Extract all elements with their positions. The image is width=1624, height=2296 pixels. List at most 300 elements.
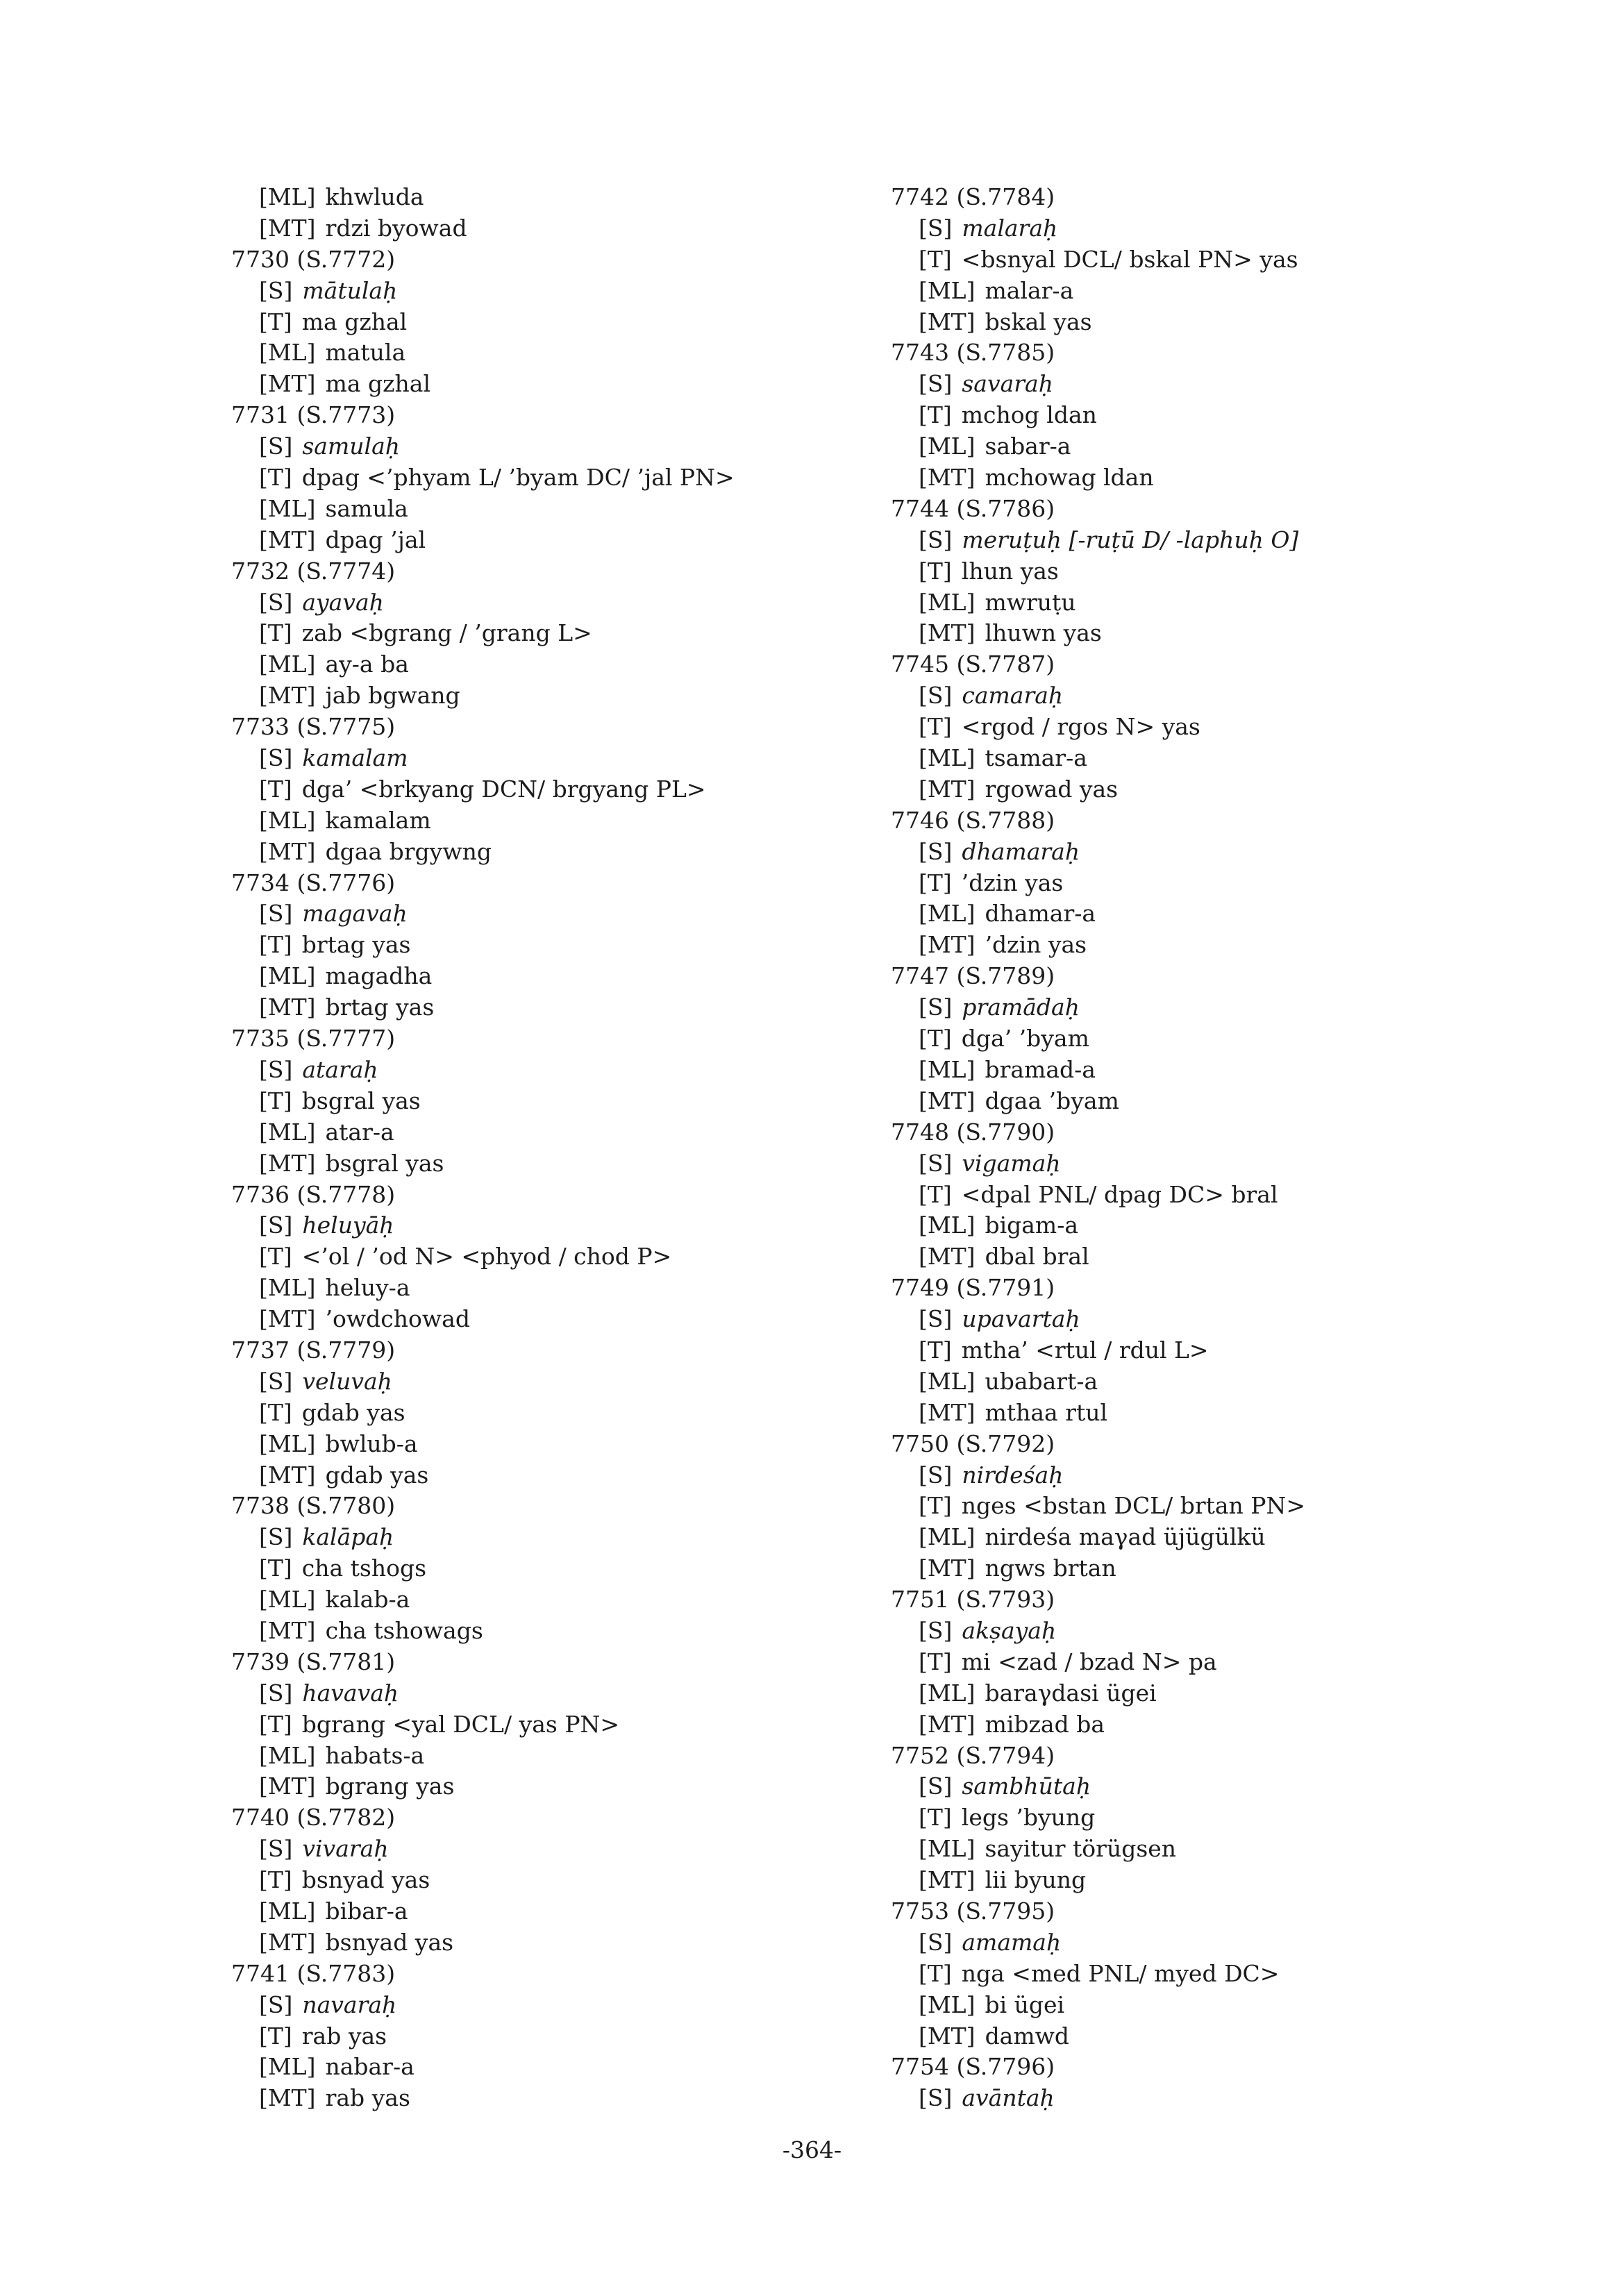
field-tag: [MT] [259, 1305, 316, 1333]
field-tag: [ML] [259, 2053, 316, 2081]
entry-field [891, 1023, 1305, 1055]
entry-field [231, 1927, 735, 1959]
entry-field [231, 992, 735, 1023]
field-tag: [S] [259, 1679, 293, 1707]
field-value: pramādaḥ [962, 994, 1080, 1021]
entry-field [891, 992, 1305, 1023]
field-value: bibar-a [325, 1897, 408, 1925]
field-tag: [T] [919, 1492, 952, 1520]
field-tag: [T] [919, 1180, 952, 1208]
field-value: bskal yas [985, 308, 1092, 335]
field-value: heluyāḥ [302, 1212, 394, 1239]
entry-number: 7753 (S.7795) [891, 1897, 1055, 1925]
field-value: havavaḥ [302, 1679, 399, 1707]
field-value: dhamar-a [985, 900, 1096, 928]
field-tag: [MT] [919, 1866, 976, 1894]
entry-field [891, 618, 1305, 649]
entry-field [891, 680, 1305, 712]
entry-number: 7741 (S.7783) [231, 1959, 396, 1987]
field-tag: [S] [919, 1773, 953, 1800]
field-value: ayavaḥ [302, 588, 384, 616]
entry-field [231, 837, 735, 868]
entry-field [231, 805, 735, 837]
entry-field [891, 743, 1305, 774]
page-number: -364- [782, 2136, 842, 2163]
entry-field [231, 462, 735, 494]
entry-field [891, 1335, 1305, 1366]
entry-field [891, 587, 1305, 619]
left-column [231, 182, 735, 2114]
field-value: bwlub-a [325, 1430, 418, 1457]
field-tag: [T] [259, 1243, 292, 1271]
field-tag: [T] [259, 931, 292, 959]
field-tag: [S] [259, 1055, 293, 1083]
field-tag: [ML] [919, 1679, 976, 1707]
entry-field [891, 1086, 1305, 1117]
field-tag: [S] [919, 1461, 953, 1489]
field-value: rab yas [325, 2084, 410, 2112]
entry-field [231, 1148, 735, 1180]
entry-field [231, 898, 735, 930]
field-value: samula [325, 494, 408, 522]
field-value: zab <bgrang / ’grang L> [301, 619, 592, 647]
field-tag: [T] [259, 775, 292, 803]
field-tag: [T] [919, 1025, 952, 1053]
entry-field [891, 462, 1305, 494]
field-tag: [ML] [259, 962, 316, 990]
field-value: mibzad ba [985, 1710, 1105, 1738]
field-value: habats-a [325, 1741, 425, 1769]
field-tag: [T] [259, 308, 292, 335]
field-value: dga’ <brkyang DCN/ brgyang PL> [301, 775, 706, 803]
entry-field [891, 1210, 1305, 1241]
field-tag: [MT] [259, 526, 316, 553]
field-tag: [S] [919, 1616, 953, 1644]
field-tag: [ML] [919, 276, 976, 304]
entry-field [231, 1304, 735, 1335]
field-value: nirdeśaḥ [962, 1461, 1064, 1489]
field-tag: [T] [919, 1804, 952, 1832]
entry-field [231, 1990, 735, 2021]
field-tag: [ML] [919, 1212, 976, 1239]
entry-field [231, 1241, 735, 1273]
entry-number: 7751 (S.7793) [891, 1586, 1055, 1614]
field-value: ’dzin yas [985, 931, 1087, 959]
field-tag: [ML] [919, 588, 976, 616]
field-value: vigamaḥ [962, 1149, 1061, 1177]
field-tag: [ML] [259, 1897, 316, 1925]
field-value: bsgral yas [325, 1149, 444, 1177]
field-tag: [S] [919, 2084, 953, 2112]
field-value: cha tshowags [325, 1616, 483, 1644]
field-value: <dpal PNL/ dpag DC> bral [961, 1180, 1278, 1208]
field-value: dga’ ’byam [961, 1025, 1089, 1053]
entry-field [891, 1366, 1305, 1398]
entry-field [231, 213, 735, 244]
field-tag: [MT] [919, 931, 976, 959]
field-value: veluvaḥ [302, 1367, 392, 1395]
entry-field [891, 1709, 1305, 1741]
entry-number: 7743 (S.7785) [891, 339, 1055, 367]
field-value: dbal bral [985, 1243, 1089, 1271]
field-tag: [S] [919, 1305, 953, 1333]
field-tag: [S] [259, 433, 293, 460]
field-tag: [T] [259, 2022, 292, 2050]
field-tag: [T] [919, 557, 952, 585]
field-value: bgrang yas [325, 1773, 455, 1800]
field-tag: [S] [919, 1149, 953, 1177]
entry-number: 7736 (S.7778) [231, 1180, 396, 1208]
field-tag: [MT] [919, 1555, 976, 1582]
entry-field [891, 868, 1305, 899]
entry-field [231, 1522, 735, 1553]
entry-field [891, 1180, 1305, 1211]
entry-field [231, 649, 735, 680]
field-tag: [S] [259, 276, 293, 304]
entry-field [891, 1865, 1305, 1896]
entry-field [231, 618, 735, 649]
field-tag: [MT] [259, 2084, 316, 2112]
field-tag: [MT] [919, 2022, 976, 2050]
entry-number: 7740 (S.7782) [231, 1804, 396, 1832]
field-tag: [S] [919, 837, 953, 865]
field-value: ma gzhal [301, 308, 408, 335]
entry-number: 7737 (S.7779) [231, 1336, 396, 1364]
field-tag: [T] [919, 1336, 952, 1364]
field-value: lii byung [985, 1866, 1087, 1894]
entry-field [891, 1241, 1305, 1273]
entry-field [231, 680, 735, 712]
field-value: kamalam [325, 806, 431, 834]
entry-number: 7749 (S.7791) [891, 1274, 1055, 1302]
field-value: ay-a ba [325, 651, 409, 678]
entry-field [891, 1553, 1305, 1584]
entry-field [891, 2021, 1305, 2052]
field-tag: [S] [259, 1367, 293, 1395]
entry-field [891, 1927, 1305, 1959]
field-tag: [T] [259, 1087, 292, 1114]
entry-field [891, 1522, 1305, 1553]
field-value: upavartaḥ [962, 1305, 1080, 1333]
entry-field [891, 1771, 1305, 1802]
field-value: magadha [325, 962, 433, 990]
field-tag: [MT] [259, 1149, 316, 1177]
field-tag: [S] [919, 526, 953, 553]
field-value: kalāpaḥ [302, 1523, 394, 1551]
field-tag: [MT] [259, 994, 316, 1021]
field-tag: [ML] [259, 806, 316, 834]
entry-number: 7735 (S.7777) [231, 1025, 396, 1053]
field-tag: [ML] [259, 339, 316, 367]
entry-field [231, 1117, 735, 1148]
field-tag: [T] [259, 1866, 292, 1894]
entry-field [231, 431, 735, 462]
field-value: ma gzhal [325, 370, 431, 398]
field-value: gdab yas [325, 1461, 429, 1489]
field-tag: [MT] [919, 1243, 976, 1271]
entry-number: 7738 (S.7780) [231, 1492, 396, 1520]
entry-field [891, 774, 1305, 805]
field-value: amamaḥ [962, 1928, 1062, 1956]
entry-field [231, 1366, 735, 1398]
field-tag: [ML] [919, 1367, 976, 1395]
field-tag: [ML] [259, 1274, 316, 1302]
field-tag: [S] [259, 1523, 293, 1551]
entry-field [891, 837, 1305, 868]
entry-field [891, 525, 1305, 556]
entry-field [891, 1398, 1305, 1429]
field-tag: [S] [919, 994, 953, 1021]
field-tag: [MT] [259, 1928, 316, 1956]
entry-field [231, 2083, 735, 2114]
field-tag: [S] [259, 1835, 293, 1863]
field-value: gdab yas [301, 1398, 405, 1426]
field-tag: [ML] [259, 183, 316, 210]
entry-field [891, 369, 1305, 400]
field-tag: [MT] [259, 370, 316, 398]
field-value: bramad-a [985, 1055, 1096, 1083]
entry-number: 7730 (S.7772) [231, 245, 396, 273]
field-tag: [ML] [259, 1430, 316, 1457]
entry-field [891, 1616, 1305, 1647]
field-tag: [ML] [919, 1835, 976, 1863]
field-tag: [MT] [259, 837, 316, 865]
field-value: sambhūtaḥ [962, 1773, 1091, 1800]
entry-field [891, 898, 1305, 930]
entry-field [891, 1460, 1305, 1491]
field-value: heluy-a [325, 1274, 410, 1302]
entry-field [231, 1678, 735, 1709]
field-value: rdzi byowad [325, 214, 467, 242]
entry-field [231, 1865, 735, 1896]
entry-field [231, 1398, 735, 1429]
field-value: magavaḥ [302, 900, 408, 928]
entry-field [231, 961, 735, 992]
entry-field [891, 930, 1305, 961]
field-tag: [ML] [259, 494, 316, 522]
field-value: ’owdchowad [325, 1305, 470, 1333]
field-tag: [T] [919, 713, 952, 741]
field-tag: [MT] [919, 1710, 976, 1738]
field-value: rgowad yas [985, 775, 1119, 803]
entry-field [231, 1273, 735, 1304]
entry-number: 7744 (S.7786) [891, 494, 1055, 522]
entry-field [231, 2052, 735, 2083]
field-tag: [ML] [259, 1118, 316, 1146]
field-value: dhamaraḥ [962, 837, 1080, 865]
field-value: bsgral yas [301, 1087, 421, 1114]
field-value: tsamar-a [985, 744, 1087, 772]
field-value: ubabart-a [985, 1367, 1098, 1395]
field-tag: [MT] [259, 682, 316, 710]
entry-field [231, 743, 735, 774]
entry-field [891, 1304, 1305, 1335]
field-tag: [MT] [259, 1461, 316, 1489]
field-value: mwruṭu [985, 588, 1076, 616]
entry-number: 7746 (S.7788) [891, 806, 1055, 834]
field-tag: [S] [919, 370, 953, 398]
entry-field [231, 1771, 735, 1802]
field-value: akṣayaḥ [962, 1616, 1057, 1644]
entry-field [231, 337, 735, 369]
field-tag: [MT] [919, 308, 976, 335]
field-value: bsnyad yas [301, 1866, 430, 1894]
field-tag: [MT] [919, 1398, 976, 1426]
field-tag: [T] [259, 464, 292, 492]
entry-field [231, 1460, 735, 1491]
field-value: <rgod / rgos N> yas [961, 713, 1200, 741]
field-value: navaraḥ [302, 1991, 397, 2018]
field-value: kalab-a [325, 1586, 410, 1614]
entry-field [891, 1959, 1305, 1990]
field-tag: [ML] [919, 1055, 976, 1083]
entry-field [891, 1802, 1305, 1834]
entry-field [231, 1210, 735, 1241]
field-tag: [ML] [919, 433, 976, 460]
field-value: camaraḥ [962, 682, 1064, 710]
field-value: bsnyad yas [325, 1928, 454, 1956]
field-value: khwluda [325, 183, 424, 210]
field-value: jab bgwang [325, 682, 460, 710]
field-tag: [MT] [919, 464, 976, 492]
entry-field [231, 1834, 735, 1865]
entry-number: 7747 (S.7789) [891, 962, 1055, 990]
field-value: brtag yas [325, 994, 435, 1021]
field-tag: [T] [259, 619, 292, 647]
entry-number: 7750 (S.7792) [891, 1430, 1055, 1457]
entry-number: 7745 (S.7787) [891, 651, 1055, 678]
entry-field [891, 1834, 1305, 1865]
field-value: lhuwn yas [985, 619, 1102, 647]
field-value: mchog ldan [961, 401, 1097, 429]
field-value: nabar-a [325, 2053, 415, 2081]
field-value: avāntaḥ [962, 2084, 1055, 2112]
field-value: ataraḥ [302, 1055, 378, 1083]
field-value: mtha’ <rtul / rdul L> [961, 1336, 1209, 1364]
field-tag: [T] [919, 1648, 952, 1675]
entry-number: 7742 (S.7784) [891, 183, 1055, 210]
field-value: mchowag ldan [985, 464, 1154, 492]
field-tag: [MT] [259, 214, 316, 242]
entry-field [891, 712, 1305, 743]
entry-field [231, 1709, 735, 1741]
entry-field [891, 2083, 1305, 2114]
entry-field [231, 587, 735, 619]
field-tag: [ML] [259, 1586, 316, 1614]
field-tag: [MT] [919, 775, 976, 803]
entry-field [891, 244, 1305, 276]
field-value: samulaḥ [302, 433, 400, 460]
field-tag: [S] [259, 588, 293, 616]
field-tag: [ML] [919, 1991, 976, 2018]
field-value: dpag <’phyam L/ ’byam DC/ ’jal PN> [301, 464, 735, 492]
field-tag: [S] [919, 214, 953, 242]
field-tag: [T] [259, 1555, 292, 1582]
field-value: cha tshogs [301, 1555, 427, 1582]
field-value: baraγdasi ügei [985, 1679, 1157, 1707]
entry-field [231, 2021, 735, 2052]
entry-field [231, 182, 735, 213]
entry-field [891, 400, 1305, 431]
entry-field [891, 1055, 1305, 1086]
field-value: <’ol / ’od N> <phyod / chod P> [301, 1243, 672, 1271]
field-value: nga <med PNL/ myed DC> [961, 1959, 1280, 1987]
field-value: malar-a [985, 276, 1074, 304]
field-tag: [T] [919, 869, 952, 896]
field-tag: [T] [259, 1398, 292, 1426]
entry-field [231, 307, 735, 338]
field-value: bgrang <yal DCL/ yas PN> [301, 1710, 620, 1738]
entry-number: 7748 (S.7790) [891, 1118, 1055, 1146]
entry-number: 7734 (S.7776) [231, 869, 396, 896]
entry-field [231, 774, 735, 805]
field-value: dgaa ’byam [985, 1087, 1119, 1114]
entry-field [891, 1148, 1305, 1180]
field-value: kamalam [302, 744, 408, 772]
field-value: legs ’byung [961, 1804, 1096, 1832]
entry-field [231, 1055, 735, 1086]
field-value: atar-a [325, 1118, 394, 1146]
field-tag: [S] [259, 1991, 293, 2018]
field-value: savaraḥ [962, 370, 1053, 398]
entry-field [231, 494, 735, 525]
entry-field [891, 213, 1305, 244]
field-tag: [T] [919, 1959, 952, 1987]
entry-field [891, 276, 1305, 307]
entry-field [891, 1647, 1305, 1678]
field-tag: [S] [919, 682, 953, 710]
entry-field [231, 1896, 735, 1927]
field-tag: [ML] [919, 744, 976, 772]
field-value: meruṭuḥ [-ruṭū D/ -laphuḥ O] [962, 526, 1299, 553]
field-value: <bsnyal DCL/ bskal PN> yas [961, 245, 1298, 273]
field-value: dpag ’jal [325, 526, 426, 553]
entry-number: 7732 (S.7774) [231, 557, 396, 585]
field-tag: [MT] [919, 619, 976, 647]
field-tag: [ML] [919, 1523, 976, 1551]
field-tag: [T] [919, 401, 952, 429]
entry-field [231, 1553, 735, 1584]
entry-field [231, 930, 735, 961]
field-tag: [MT] [259, 1616, 316, 1644]
field-value: bigam-a [985, 1212, 1079, 1239]
field-tag: [S] [259, 900, 293, 928]
field-value: damwd [985, 2022, 1070, 2050]
field-value: ngws brtan [985, 1555, 1116, 1582]
field-tag: [MT] [259, 1773, 316, 1800]
field-value: ’dzin yas [961, 869, 1064, 896]
field-value: vivaraḥ [302, 1835, 389, 1863]
entry-field [891, 307, 1305, 338]
entry-field [231, 1429, 735, 1460]
entry-field [891, 1990, 1305, 2021]
field-value: rab yas [301, 2022, 387, 2050]
entry-number: 7754 (S.7796) [891, 2053, 1055, 2081]
field-tag: [T] [919, 245, 952, 273]
field-tag: [S] [259, 744, 293, 772]
field-tag: [S] [919, 1928, 953, 1956]
field-value: malaraḥ [962, 214, 1058, 242]
entry-field [891, 1491, 1305, 1522]
entry-field [231, 369, 735, 400]
field-value: dgaa brgywng [325, 837, 492, 865]
entry-field [231, 1616, 735, 1647]
entry-field [231, 525, 735, 556]
field-tag: [MT] [919, 1087, 976, 1114]
entry-field [231, 1741, 735, 1772]
entry-field [891, 556, 1305, 587]
field-tag: [S] [259, 1212, 293, 1239]
